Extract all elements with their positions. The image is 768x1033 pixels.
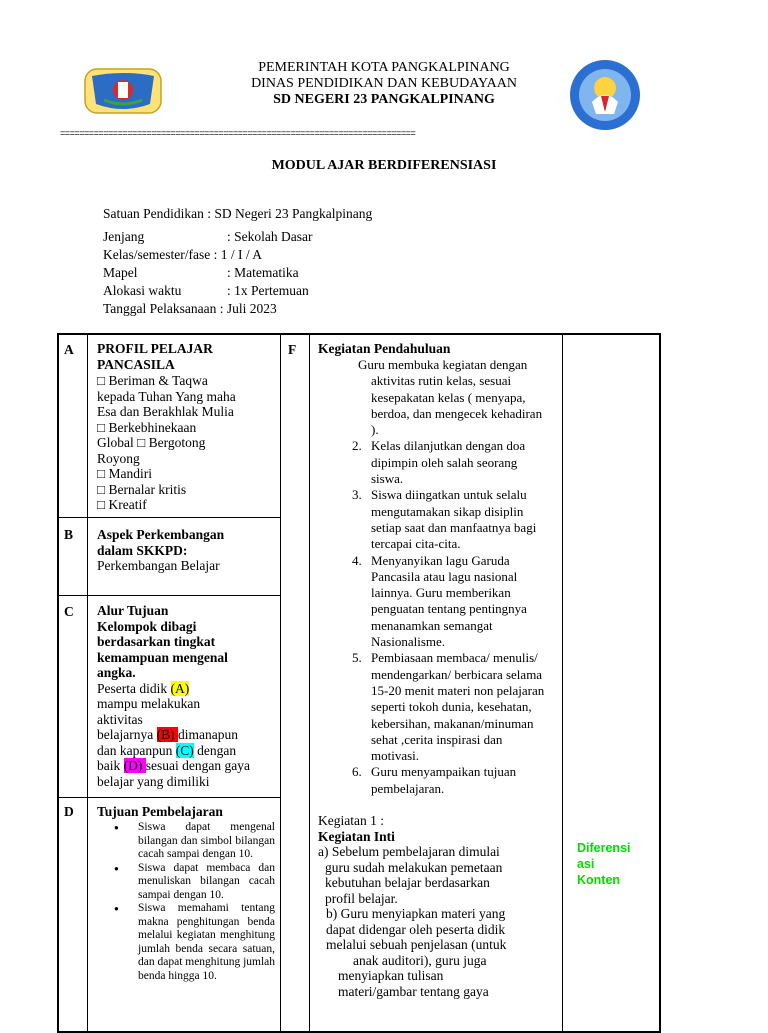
header-line-2: DINAS PENDIDIKAN DAN KEBUDAYAAN [251, 76, 517, 91]
alur-block [97, 603, 279, 789]
alur-line: belajar yang dimiliki [97, 773, 210, 789]
step-number: 3. [352, 487, 362, 503]
step-line: mengutamakan sikap disiplin [371, 503, 524, 519]
step-line: kebersihan, makanan/minuman [371, 715, 534, 731]
inti-line: kebutuhan belajar berdasarkan [325, 875, 490, 890]
step-line: lainnya. Guru memberikan [371, 585, 511, 601]
alur-line [97, 681, 279, 697]
alur-text: baik [97, 758, 124, 773]
alur-text: dimanapun [177, 727, 238, 742]
step-line: seperti tokoh dunia, kesehatan, [371, 699, 532, 715]
info-row-kelas [103, 247, 262, 263]
alur-line: aktivitas [97, 711, 143, 727]
inti-line: menyiapkan tulisan [338, 968, 444, 983]
step-line: Pancasila atau lagu nasional [371, 568, 518, 584]
group-b-label: (B) [156, 727, 178, 742]
step-number: 5. [352, 650, 362, 666]
table-divider [280, 333, 281, 1033]
aspek-text: Perkembangan Belajar [97, 558, 220, 573]
kegiatan-1-label: Kegiatan 1 : [318, 813, 384, 828]
alur-text: dan kapanpun [97, 742, 176, 758]
step-line: Siswa diingatkan untuk selalu [371, 487, 527, 503]
alur-heading: Alur Tujuan [97, 603, 169, 618]
aspek-block [97, 527, 279, 574]
step-number: 2. [352, 438, 362, 454]
profil-item: Global □ Bergotong [97, 435, 206, 450]
info-row-jenjang [103, 229, 312, 245]
alur-text: Peserta didik [97, 680, 171, 696]
info-value: : 1x Pertemuan [227, 283, 309, 298]
profil-item: □ Kreatif [97, 497, 147, 512]
pendahuluan-line: aktivitas rutin kelas, sesuai [371, 373, 512, 389]
pendahuluan-line: Guru membuka kegiatan dengan [358, 357, 528, 372]
kegiatan-inti-block [318, 813, 562, 999]
info-label: Satuan Pendidikan [103, 206, 204, 221]
step-number: 6. [352, 764, 362, 780]
info-row-satuan [103, 206, 372, 222]
side-note-line: asi [577, 857, 595, 871]
side-note-line: Diferensi [577, 841, 631, 855]
diferensiasi-konten-label [577, 840, 631, 888]
header-separator: ========================================================================== [60, 129, 416, 139]
step-line: sehat ,cerita inspirasi dan [371, 731, 503, 747]
step-line: 15-20 menit materi non pelajaran [371, 682, 545, 698]
info-value: : Juli 2023 [219, 301, 277, 316]
step-line: setiap saat dan manfaatnya bagi [371, 519, 537, 535]
step-item [318, 553, 562, 651]
step-line: tercapai cita-cita. [371, 536, 461, 552]
step-line: Nasionalisme. [371, 634, 446, 650]
row-divider [57, 595, 281, 596]
table-divider [87, 333, 88, 1033]
info-value: : Sekolah Dasar [227, 229, 313, 244]
alur-text: belajarnya [97, 727, 157, 742]
row-letter-b: B [64, 527, 74, 542]
step-line: motivasi. [371, 748, 420, 764]
profil-item: □ Bernalar kritis [97, 481, 187, 497]
side-note-line: Konten [577, 873, 621, 887]
inti-line: guru sudah melakukan pemetaan [325, 859, 503, 875]
step-line: Guru menyampaikan tujuan [371, 764, 517, 780]
row-divider [57, 797, 281, 798]
pendahuluan-line: kesepakatan kelas ( menyapa, [371, 389, 526, 405]
alur-heading: Kelompok dibagi [97, 618, 197, 634]
tujuan-item: ● Siswa dapat membaca dan menuliskan bilangan cacah sampai dengan 10. [112, 862, 275, 903]
pendahuluan-steps [318, 438, 562, 797]
alur-heading: kemampuan mengenal [97, 649, 228, 665]
document-title: MODUL AJAR BERDIFERENSIASI [271, 158, 497, 173]
pendahuluan-line: ). [371, 422, 379, 438]
info-value: : 1 / I / A [213, 247, 262, 262]
alur-line: mampu melakukan [97, 696, 201, 711]
row-divider [57, 517, 281, 518]
step-item [318, 487, 562, 552]
info-label: Tanggal Pelaksanaan [103, 301, 217, 316]
step-line: pembelajaran. [371, 780, 445, 796]
row-letter-f: F [288, 342, 297, 357]
header-line-1: PEMERINTAH KOTA PANGKALPINANG [258, 60, 510, 75]
info-row-tanggal [103, 301, 277, 317]
step-line: siswa. [371, 471, 404, 487]
tujuan-item: ● Siswa dapat mengenal bilangan dan simbol bilangan cacah sampai dengan 10. [112, 821, 275, 862]
info-row-alokasi [103, 283, 309, 299]
step-item [318, 438, 562, 487]
info-label: Alokasi waktu [103, 283, 182, 298]
profil-list [97, 373, 279, 513]
alur-text: dengan [193, 742, 237, 758]
step-line: mendengarkan/ berbicara selama [371, 666, 543, 682]
kegiatan-inti-heading: Kegiatan Inti [318, 828, 395, 844]
step-line: Pembiasaan membaca/ menulis/ [371, 650, 538, 666]
pendahuluan-body [318, 357, 562, 797]
group-d-label: (D) [123, 758, 146, 773]
profil-item: kepada Tuhan Yang maha [97, 388, 236, 404]
pendahuluan-line: berdoa, dan mengecek kehadiran [371, 405, 543, 421]
step-line: dipimpin oleh salah seorang [371, 454, 518, 470]
info-row-mapel [103, 265, 299, 281]
inti-line: b) Guru menyiapkan materi yang [326, 906, 506, 921]
alur-line [97, 727, 279, 743]
info-value: : SD Negeri 23 Pangkalpinang [207, 206, 373, 221]
row-letter-a: A [64, 342, 74, 357]
profil-item: □ Mandiri [97, 466, 153, 481]
aspek-heading: Aspek Perkembangan [97, 527, 225, 542]
inti-line: dapat didengar oleh peserta didik [326, 921, 506, 937]
profil-item: Royong [97, 450, 140, 466]
profil-item: □ Berkebhinekaan [97, 419, 197, 435]
inti-line: melalui sebuah penjelasan (untuk [326, 937, 507, 952]
step-item [318, 764, 562, 797]
inti-line: anak auditori), guru juga [353, 952, 487, 968]
group-a-label: (A) [170, 680, 190, 696]
table-divider [562, 333, 563, 1033]
step-item [318, 650, 562, 764]
step-line: penguatan tentang pentingnya [371, 601, 527, 617]
aspek-heading: dalam SKKPD: [97, 542, 188, 558]
info-label: Kelas/semester/fase [103, 247, 211, 262]
inti-line: a) Sebelum pembelajaran dimulai [318, 844, 500, 859]
alur-heading: angka. [97, 665, 136, 680]
info-label: Jenjang [103, 229, 145, 244]
pendahuluan-heading: Kegiatan Pendahuluan [318, 341, 451, 356]
alur-heading: berdasarkan tingkat [97, 634, 216, 649]
row-letter-d: D [64, 804, 74, 819]
alur-line [97, 743, 279, 759]
step-line: Kelas dilanjutkan dengan doa [371, 438, 526, 454]
table-divider [309, 333, 310, 1033]
header-line-3: SD NEGERI 23 PANGKALPINANG [273, 92, 495, 107]
row-letter-c: C [64, 604, 74, 619]
step-number: 4. [352, 552, 362, 568]
alur-text: sesuai dengan gaya [145, 758, 250, 773]
alur-line [97, 758, 279, 774]
inti-line: materi/gambar tentang gaya [338, 983, 489, 999]
tujuan-heading: Tujuan Pembelajaran [97, 804, 223, 819]
profil-item: Esa dan Berakhlak Mulia [97, 404, 234, 419]
inti-line: profil belajar. [325, 890, 398, 906]
tujuan-list [112, 821, 275, 983]
step-line: menanamkan semangat [371, 617, 493, 633]
profil-heading: PROFIL PELAJAR PANCASILA [97, 341, 213, 372]
tujuan-item: ● Siswa memahami tentang makna penghitungan benda melalui kegiatan menghitung jumlah benda secara satuan, dan dapat menghitung jumlah benda hingga 10. [112, 902, 275, 983]
info-value: : Matematika [227, 265, 299, 280]
group-c-label: (C) [175, 742, 194, 758]
step-line: Menyanyikan lagu Garuda [371, 552, 510, 568]
info-label: Mapel [103, 265, 138, 280]
profil-item: □ Beriman & Taqwa [97, 373, 208, 388]
